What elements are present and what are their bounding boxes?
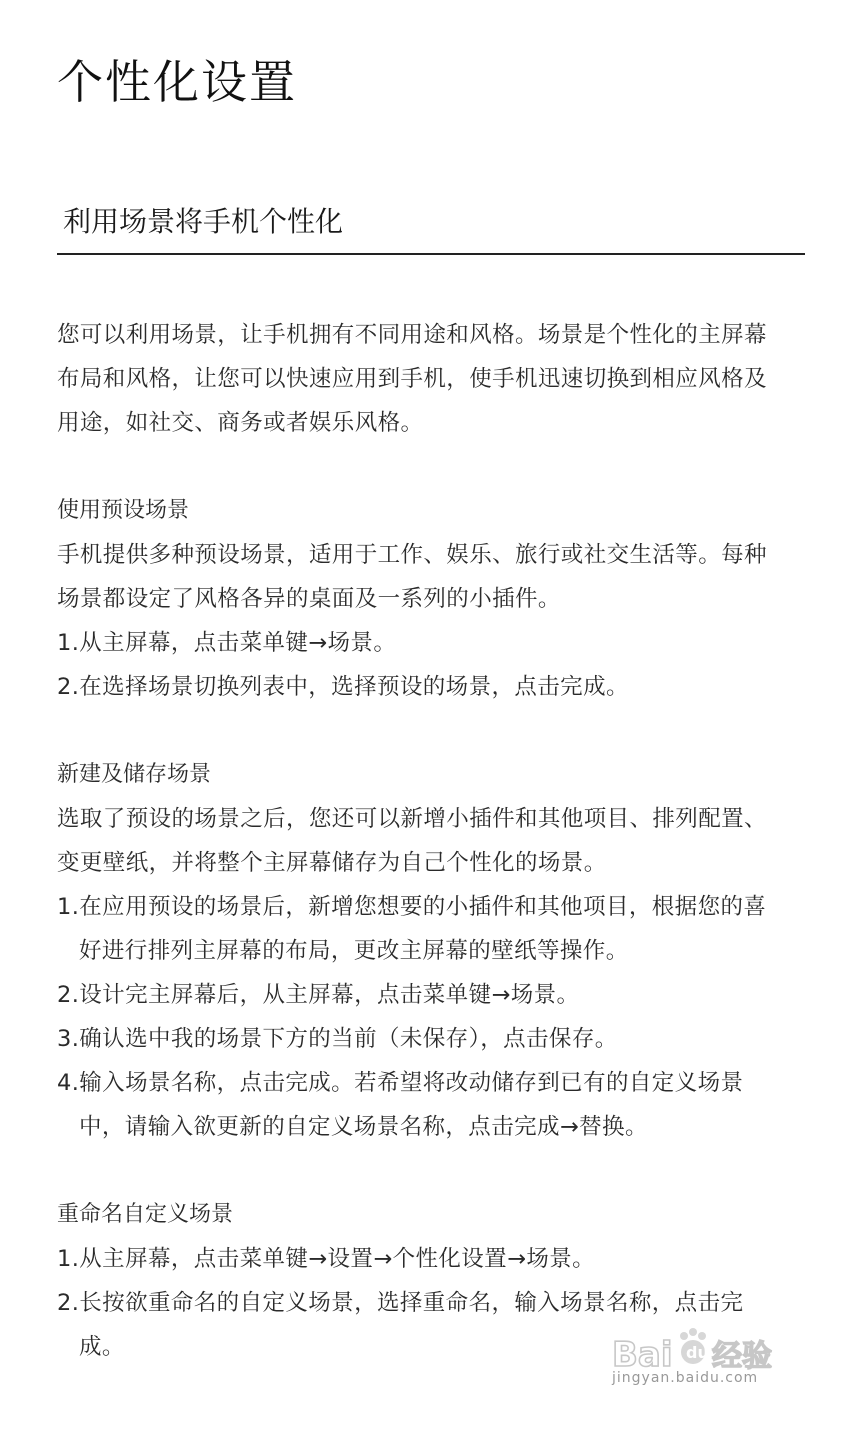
watermark-url: jingyan.baidu.com	[612, 1370, 759, 1386]
intro-line: 您可以利用场景，让手机拥有不同用途和风格。场景是个性化的主屏幕	[57, 322, 767, 348]
intro-paragraph	[57, 313, 807, 445]
preset-step: 2.在选择场景切换列表中，选择预设的场景，点击完成。	[57, 674, 629, 700]
rename-step: 1.从主屏幕，点击菜单键→设置→个性化设置→场景。	[57, 1246, 596, 1272]
preset-line: 手机提供多种预设场景，适用于工作、娱乐、旅行或社交生活等。每种	[57, 542, 767, 568]
rename-step: 2.长按欲重命名的自定义场景，选择重命名，输入场景名称，点击完	[57, 1290, 744, 1316]
section-divider	[57, 253, 805, 255]
preset-step: 1.从主屏幕，点击菜单键→场景。	[57, 630, 397, 656]
newsave-steps	[57, 885, 817, 1149]
rename-heading: 重命名自定义场景	[57, 1202, 234, 1227]
newsave-step: 3.确认选中我的场景下方的当前（未保存），点击保存。	[57, 1026, 618, 1052]
svg-text:经验: 经验	[712, 1339, 772, 1374]
svg-text:Bai: Bai	[612, 1335, 673, 1375]
section-title: 利用场景将手机个性化	[63, 205, 344, 238]
preset-heading: 使用预设场景	[57, 498, 190, 523]
newsave-heading: 新建及储存场景	[57, 762, 212, 787]
preset-paragraph	[57, 533, 807, 709]
newsave-step: 2.设计完主屏幕后，从主屏幕，点击菜单键→场景。	[57, 982, 580, 1008]
newsave-line: 选取了预设的场景之后，您还可以新增小插件和其他项目、排列配置、	[57, 806, 767, 832]
baidu-jingyan-watermark	[610, 1322, 810, 1402]
newsave-step: 1.在应用预设的场景后，新增您想要的小插件和其他项目，根据您的喜	[57, 894, 767, 920]
newsave-step-cont: 好进行排列主屏幕的布局，更改主屏幕的壁纸等操作。	[79, 938, 629, 964]
intro-line: 布局和风格，让您可以快速应用到手机，使手机迅速切换到相应风格及	[57, 366, 767, 392]
preset-line: 场景都设定了风格各异的桌面及一系列的小插件。	[57, 586, 561, 612]
svg-text:du: du	[686, 1343, 709, 1362]
newsave-paragraph	[57, 797, 807, 885]
paw-icon	[680, 1328, 709, 1364]
rename-step-cont: 成。	[79, 1334, 125, 1360]
newsave-line: 变更壁纸，并将整个主屏幕储存为自己个性化的场景。	[57, 850, 607, 876]
intro-line: 用途，如社交、商务或者娱乐风格。	[57, 410, 424, 436]
page-title: 个性化设置	[57, 55, 297, 109]
newsave-step: 4.输入场景名称，点击完成。若希望将改动储存到已有的自定义场景	[57, 1070, 744, 1096]
newsave-step-cont: 中，请输入欲更新的自定义场景名称，点击完成→替换。	[79, 1114, 648, 1140]
